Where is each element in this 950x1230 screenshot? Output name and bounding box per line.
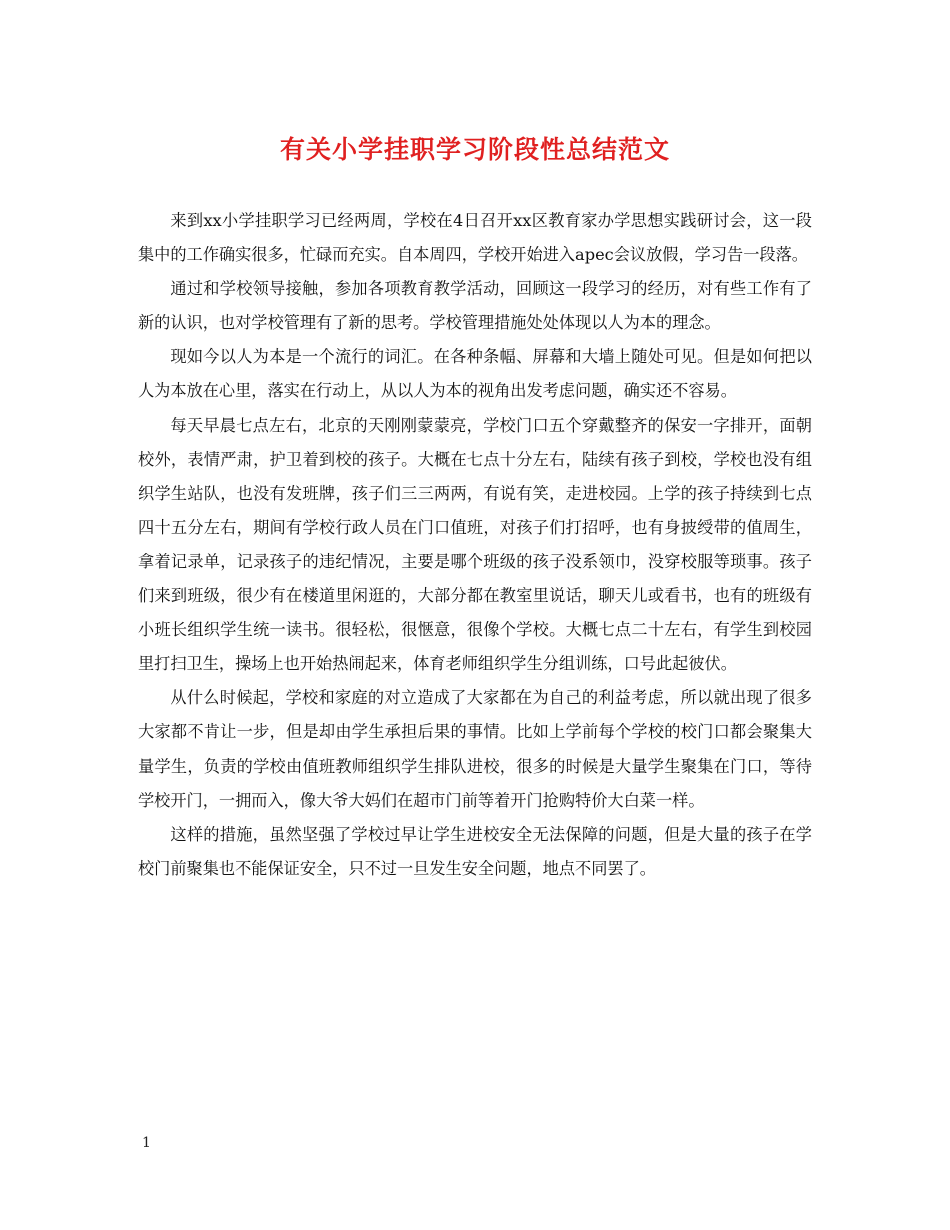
page-number: 1: [142, 1135, 151, 1151]
paragraph-4: 每天早晨七点左右，北京的天刚刚蒙蒙亮，学校门口五个穿戴整齐的保安一字排开，面朝校外，表情严肃，护卫着到校的孩子。大概在七点十分左右，陆续有孩子到校，学校也没有组织学生站队，也没有发班牌，孩子们三三两两，有说有笑，走进校园。上学的孩子持续到七点四十五分左右，期间有学校行政人员在门口值班，对孩子们打招呼，也有身披绶带的值周生，拿着记录单，记录孩子的违纪情况，主要是哪个班级的孩子没系领巾，没穿校服等琐事。孩子们来到班级，很少有在楼道里闲逛的，大部分都在教室里说话，聊天儿或看书，也有的班级有小班长组织学生统一读书。很轻松，很惬意，很像个学校。大概七点二十左右，有学生到校园里打扫卫生，操场上也开始热闹起来，体育老师组织学生分组训练，口号此起彼伏。: [138, 415, 812, 674]
document-title: 有关小学挂职学习阶段性总结范文: [279, 135, 670, 164]
paragraph-1: 来到xx小学挂职学习已经两周，学校在4日召开xx区教育家办学思想实践研讨会，这一段集中的工作确实很多，忙碌而充实。自本周四，学校开始进入apec会议放假，学习告一段落。: [138, 211, 812, 265]
paragraph-6: 这样的措施，虽然坚强了学校过早让学生进校安全无法保障的问题，但是大量的孩子在学校门前聚集也不能保证安全，只不过一旦发生安全问题，地点不同罢了。: [138, 824, 812, 878]
paragraph-2: 通过和学校领导接触，参加各项教育教学活动，回顾这一段学习的经历，对有些工作有了新的认识，也对学校管理有了新的思考。学校管理措施处处体现以人为本的理念。: [138, 279, 812, 333]
paragraph-3: 现如今以人为本是一个流行的词汇。在各种条幅、屏幕和大墙上随处可见。但是如何把以人为本放在心里，落实在行动上，从以人为本的视角出发考虑问题，确实还不容易。: [138, 347, 812, 401]
paragraph-5: 从什么时候起，学校和家庭的对立造成了大家都在为自己的利益考虑，所以就出现了很多大家都不肯让一步，但是却由学生承担后果的事情。比如上学前每个学校的校门口都会聚集大量学生，负责的学校由值班教师组织学生排队进校，很多的时候是大量学生聚集在门口，等待学校开门，一拥而入，像大爷大妈们在超市门前等着开门抢购特价大白菜一样。: [138, 688, 812, 810]
document-body: [138, 204, 812, 886]
